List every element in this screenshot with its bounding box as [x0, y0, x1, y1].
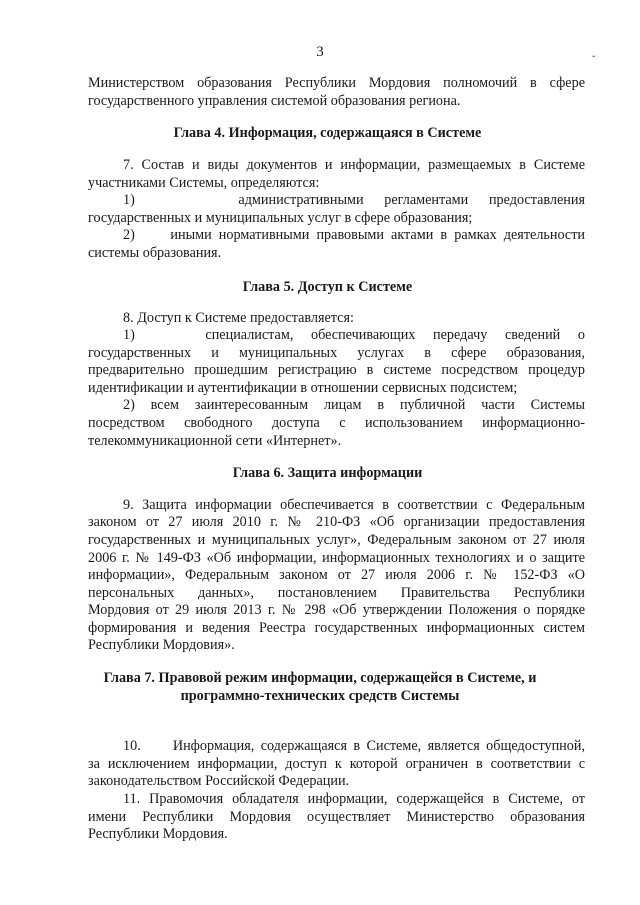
- paragraph-line: Мордовия от 29 июля 2013 г. № 298 «Об утверждении Положения о порядке: [88, 602, 585, 618]
- paragraph-line: Министерством образования Республики Мордовия полномочий в сфере: [88, 75, 585, 91]
- paragraph-line: 10. Информация, содержащаяся в Системе, является общедоступной,: [123, 738, 585, 754]
- paragraph-line: 2006 г. № 149-ФЗ «Об информации, информационных технологиях и о защите: [88, 550, 585, 566]
- paragraph-line: за исключением информации, доступ к которой ограничен в соответствии с: [88, 756, 585, 772]
- paragraph-line: законом от 27 июля 2010 г. № 210-ФЗ «Об организации предоставления: [88, 514, 585, 530]
- list-item-line: предварительно прошедшим регистрацию в системе посредством процедур: [88, 362, 585, 378]
- list-item-line: 2) всем заинтересованным лицам в публичной части Системы: [123, 397, 585, 413]
- chapter-heading: Глава 5. Доступ к Системе: [242, 279, 413, 295]
- list-item-line: телекоммуникационной сети «Интернет».: [88, 433, 342, 449]
- list-item-line: идентификации и аутентификации в отношении сервисных подсистем;: [88, 380, 518, 396]
- list-item-line: государственных и муниципальных услуг в сфере образования;: [88, 210, 473, 226]
- paragraph-line: имени Республики Мордовия осуществляет Министерство образования: [88, 809, 585, 825]
- list-item-line: 1) административными регламентами предоставления: [123, 192, 585, 208]
- list-item-line: 2) иными нормативными правовыми актами в рамках деятельности: [123, 227, 585, 243]
- paragraph-line: 11. Правомочия обладателя информации, содержащейся в Системе, от: [123, 791, 585, 807]
- chapter-heading: Глава 4. Информация, содержащаяся в Системе: [173, 125, 482, 141]
- chapter-heading: Глава 7. Правовой режим информации, содержащейся в Системе, и: [103, 670, 537, 686]
- list-item-line: посредством свободного доступа с использованием информационно-: [88, 415, 585, 431]
- list-item-line: государственных и муниципальных услугах в сфере образования,: [88, 345, 585, 361]
- paragraph-line: Республики Мордовия».: [88, 637, 235, 653]
- paragraph-line: информации», Федеральным законом от 27 июля 2006 г. № 152-ФЗ «О: [88, 567, 585, 583]
- paragraph-line: законодательством Российской Федерации.: [88, 773, 350, 789]
- paragraph-line: 8. Доступ к Системе предоставляется:: [123, 310, 354, 326]
- paragraph-line: государственных и муниципальных услуг», Федеральным законом от 27 июля: [88, 532, 585, 548]
- paragraph-line: 7. Состав и виды документов и информации, размещаемых в Системе: [123, 157, 585, 173]
- corner-mark: ˇ: [592, 55, 596, 66]
- paragraph-line: участниками Системы, определяются:: [88, 175, 320, 191]
- paragraph-line: 9. Защита информации обеспечивается в соответствии с Федеральным: [123, 497, 585, 513]
- paragraph-line: формирования и ведения Реестра государственных информационных систем: [88, 620, 585, 636]
- paragraph-line: государственного управления системой образования региона.: [88, 93, 461, 109]
- paragraph-line: Республики Мордовия.: [88, 826, 228, 842]
- page-number: 3: [316, 44, 324, 60]
- list-item-line: системы образования.: [88, 245, 222, 261]
- paragraph-line: персональных данных», постановлением Правительства Республики: [88, 585, 585, 601]
- list-item-line: 1) специалистам, обеспечивающих передачу сведений о: [123, 327, 585, 343]
- chapter-heading: Глава 6. Защита информации: [232, 465, 423, 481]
- chapter-heading: программно-технических средств Системы: [180, 688, 460, 704]
